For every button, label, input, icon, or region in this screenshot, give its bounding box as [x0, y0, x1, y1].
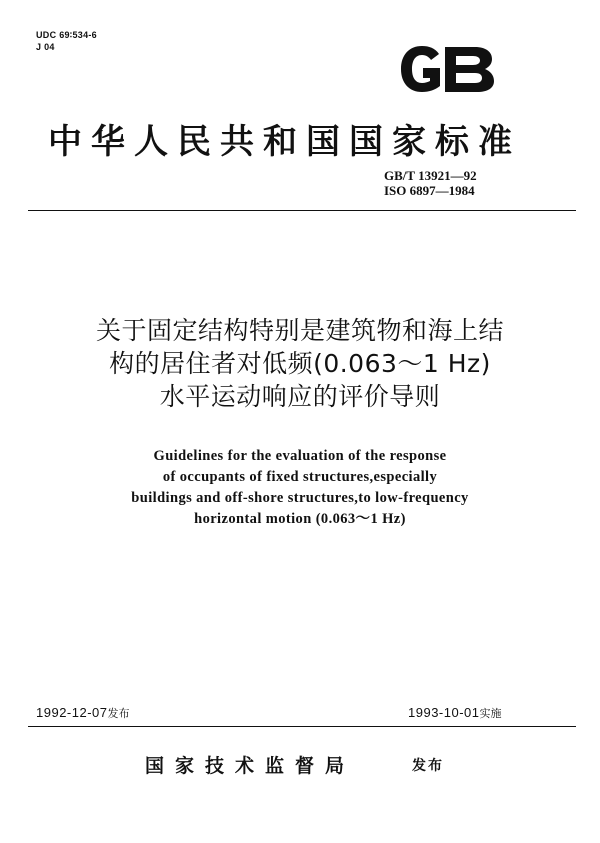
english-title-line-4: horizontal motion (0.063～1 Hz): [194, 511, 406, 527]
english-title-line-2: of occupants of fixed structures,especially: [162, 469, 438, 485]
english-title: [40, 446, 560, 530]
udc-number: UDC 69∶534-6: [36, 30, 97, 40]
classification-block: [36, 29, 97, 53]
issue-date-value: 1992-12-07: [36, 705, 108, 720]
issuing-authority: 国家技术监督局: [145, 755, 356, 777]
standard-codes: [384, 168, 477, 198]
ccs-number: J 04: [36, 42, 55, 52]
chinese-title-line-3: 水平运动响应的评价导则: [159, 382, 441, 411]
effective-date-value: 1993-10-01: [408, 705, 480, 720]
english-title-line-1: Guidelines for the evaluation of the response: [153, 448, 447, 464]
chinese-title-line-2: 构的居住者对低频(0.063～1 Hz): [109, 349, 491, 378]
issuing-authority-suffix: 发布: [412, 758, 444, 774]
header-divider: [28, 210, 576, 211]
issue-date-suffix: 发布: [107, 707, 130, 720]
chinese-title: [40, 314, 560, 413]
gb-standard-code: GB/T 13921—92: [384, 168, 477, 183]
gb-logo: [395, 40, 501, 98]
issue-date: [36, 705, 130, 721]
effective-date-suffix: 实施: [479, 707, 502, 720]
national-standard-title: 中华人民共和国国家标准: [48, 122, 521, 162]
iso-standard-code: ISO 6897—1984: [384, 183, 475, 198]
footer-divider: [28, 726, 576, 727]
effective-date: [408, 705, 502, 721]
chinese-title-line-1: 关于固定结构特别是建筑物和海上结: [95, 316, 504, 345]
english-title-line-3: buildings and off-shore structures,to low-frequency: [131, 490, 469, 506]
